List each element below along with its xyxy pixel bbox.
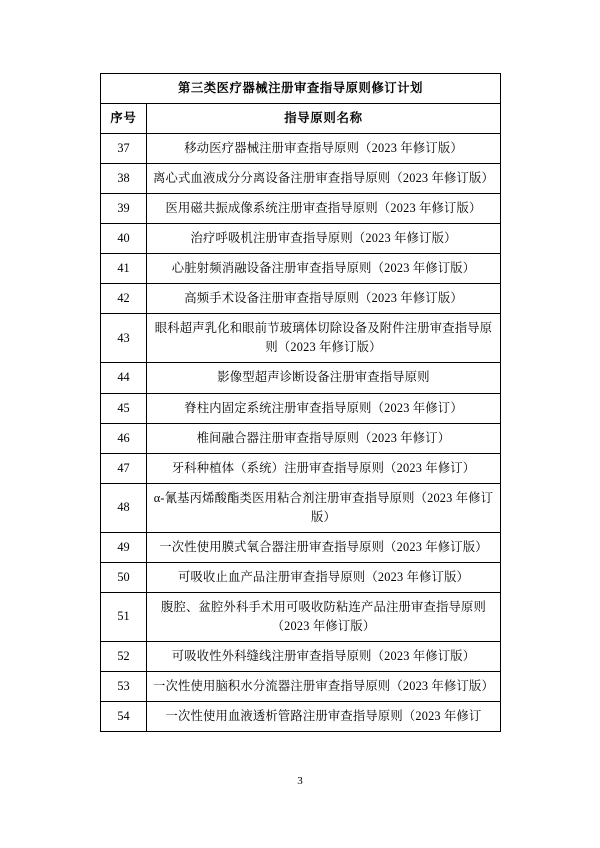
table-header-row: [101, 104, 501, 134]
table-row: [101, 532, 501, 562]
table-row: [101, 453, 501, 483]
row-no: 54: [101, 702, 147, 732]
row-name: 眼科超声乳化和眼前节玻璃体切除设备及附件注册审查指导原则（2023 年修订版）: [147, 314, 501, 363]
row-name: 一次性使用膜式氧合器注册审查指导原则（2023 年修订版）: [147, 532, 501, 562]
page-number: 3: [297, 775, 303, 787]
row-no: 50: [101, 562, 147, 592]
row-name: 可吸收止血产品注册审查指导原则（2023 年修订版）: [147, 562, 501, 592]
row-name: 可吸收性外科缝线注册审查指导原则（2023 年修订版）: [147, 641, 501, 671]
column-header-name: 指导原则名称: [147, 104, 501, 134]
row-name: 心脏射频消融设备注册审查指导原则（2023 年修订版）: [147, 254, 501, 284]
table-title: 第三类医疗器械注册审查指导原则修订计划: [101, 74, 501, 104]
table-body: [101, 74, 501, 732]
row-no: 44: [101, 363, 147, 393]
table-row: [101, 314, 501, 363]
row-no: 48: [101, 483, 147, 532]
column-header-no: 序号: [101, 104, 147, 134]
row-name: 腹腔、盆腔外科手术用可吸收防粘连产品注册审查指导原则（2023 年修订版）: [147, 592, 501, 641]
row-name: 牙科种植体（系统）注册审查指导原则（2023 年修订）: [147, 453, 501, 483]
row-no: 38: [101, 164, 147, 194]
table-row: [101, 134, 501, 164]
row-no: 40: [101, 224, 147, 254]
row-no: 47: [101, 453, 147, 483]
guideline-revision-table: [100, 73, 501, 732]
row-name: α-氰基丙烯酸酯类医用粘合剂注册审查指导原则（2023 年修订版）: [147, 483, 501, 532]
row-name: 一次性使用血液透析管路注册审查指导原则（2023 年修订: [147, 702, 501, 732]
row-no: 41: [101, 254, 147, 284]
table-row: [101, 423, 501, 453]
row-name: 移动医疗器械注册审查指导原则（2023 年修订版）: [147, 134, 501, 164]
table-row: [101, 164, 501, 194]
row-no: 45: [101, 393, 147, 423]
row-name: 一次性使用脑积水分流器注册审查指导原则（2023 年修订版）: [147, 671, 501, 701]
table-title-row: [101, 74, 501, 104]
table-row: [101, 671, 501, 701]
row-no: 42: [101, 284, 147, 314]
row-no: 52: [101, 641, 147, 671]
table-row: [101, 254, 501, 284]
table-row: [101, 641, 501, 671]
row-no: 51: [101, 592, 147, 641]
table-row: [101, 702, 501, 732]
row-no: 49: [101, 532, 147, 562]
table-row: [101, 483, 501, 532]
row-no: 43: [101, 314, 147, 363]
row-no: 46: [101, 423, 147, 453]
row-name: 椎间融合器注册审查指导原则（2023 年修订）: [147, 423, 501, 453]
table-row: [101, 562, 501, 592]
table-row: [101, 194, 501, 224]
table-row: [101, 284, 501, 314]
row-name: 脊柱内固定系统注册审查指导原则（2023 年修订）: [147, 393, 501, 423]
row-no: 37: [101, 134, 147, 164]
row-name: 高频手术设备注册审查指导原则（2023 年修订版）: [147, 284, 501, 314]
row-no: 53: [101, 671, 147, 701]
row-no: 39: [101, 194, 147, 224]
table-row: [101, 224, 501, 254]
row-name: 治疗呼吸机注册审查指导原则（2023 年修订版）: [147, 224, 501, 254]
row-name: 影像型超声诊断设备注册审查指导原则: [147, 363, 501, 393]
row-name: 离心式血液成分分离设备注册审查指导原则（2023 年修订版）: [147, 164, 501, 194]
table-row: [101, 393, 501, 423]
table-row: [101, 363, 501, 393]
table-row: [101, 592, 501, 641]
row-name: 医用磁共振成像系统注册审查指导原则（2023 年修订版）: [147, 194, 501, 224]
